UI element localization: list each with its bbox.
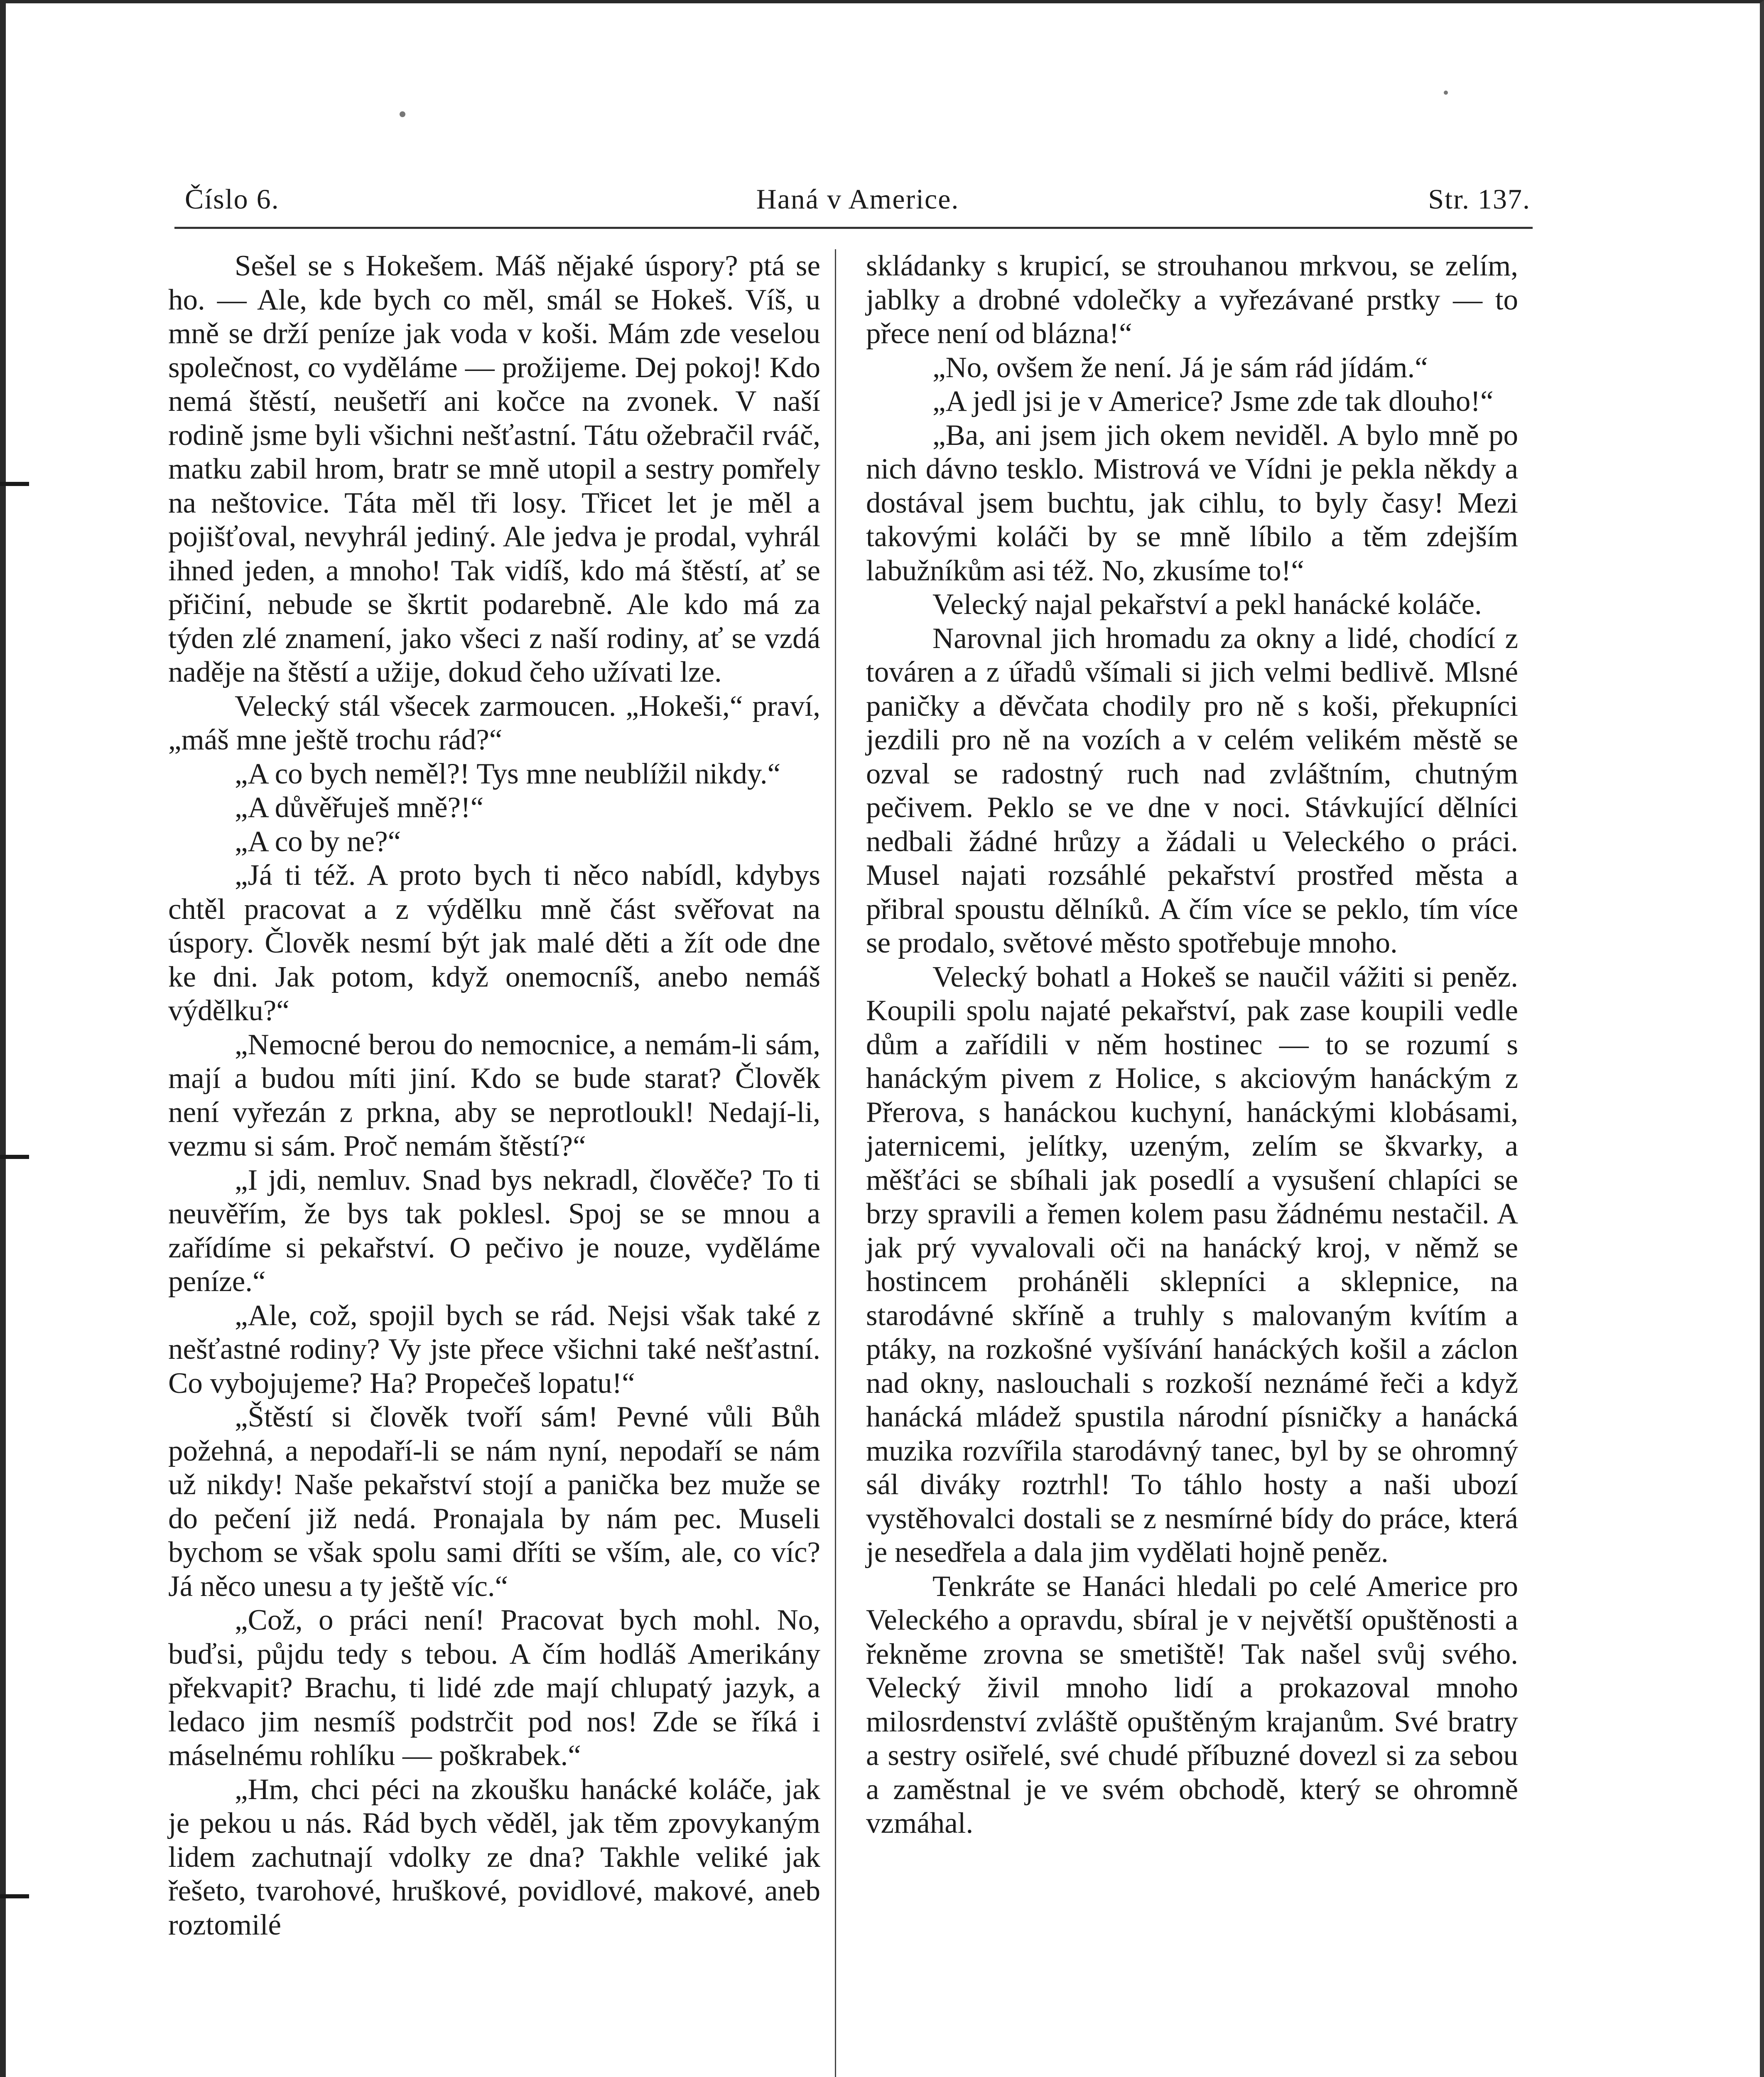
issue-number: Číslo 6. <box>185 183 280 215</box>
paragraph: Velecký stál všecek zarmoucen. „Hokeši,“ praví, „máš mne ještě trochu rád?“ <box>168 690 820 756</box>
paragraph: Velecký najal pekařství a pekl hanácké koláče. <box>932 588 1482 621</box>
scan-speck <box>400 111 405 117</box>
paragraph: Tenkráte se Hanáci hledali po celé Americe pro Veleckého a opravdu, sbíral je v největší opuštěnosti a řekněme zrovna se smetiště! Tak našel svůj svého. Velecký živil mnoho lidí a prokazoval mnoho milosrdenství zvláště opuštěným krajanům. Své bratry a sestry osiřelé, své chudé příbuzné dovezl si za sebou a zaměstnal je ve svém obchodě, který se ohromně vzmáhal. <box>866 1570 1518 1839</box>
scan-speck <box>1444 91 1448 95</box>
paragraph: „Nemocné berou do nemocnice, a nemám-li sám, mají a budou míti jiní. Kdo se bude starat? Člověk není vyřezán z prkna, aby se neprotloukl! Nedají-li, vezmu si sám. Proč nemám štěstí?“ <box>168 1028 820 1162</box>
margin-mark <box>0 1155 29 1159</box>
margin-mark <box>0 1894 29 1898</box>
running-header <box>185 183 1531 224</box>
paragraph: Sešel se s Hokešem. Máš nějaké úspory? ptá se ho. — Ale, kde bych co měl, smál se Hokeš. Víš, u mně se drží peníze jak voda v koši. Mám zde veselou společnost, co vyděláme — prožijeme. Dej pokoj! Kdo nemá štěstí, neušetří ani kočce na zvonek. V naší rodině jsme byli všichni nešťastní. Tátu ožebračil rváč, matku zabil hrom, bratr se mně utopil a sestry pomřely na neštovice. Táta měl tři losy. Třicet let je měl a pojišťoval, nevyhrál jediný. Ale jedva je prodal, vyhrál ihned jeden, a mnoho! Tak vidíš, kdo má štěstí, ať se přičiní, nebude se škrtit podarebně. Ale kdo má za týden zlé znamení, jako všeci z naší rodiny, ať se vzdá naděje na štěstí a užije, dokud čeho užívati lze. <box>168 250 820 688</box>
paragraph: „Ba, ani jsem jich okem neviděl. A bylo mně po nich dávno tesklo. Mistrová ve Vídni je pekla někdy a dostával jsem buchtu, jak cihlu, to byly časy! Mezi takovými koláči by se mně líbilo a těm zdejším labužníkům asi též. No, zkusíme to!“ <box>866 419 1518 587</box>
paragraph: „A důvěřuješ mně?!“ <box>235 791 484 824</box>
paragraph: „Já ti též. A proto bych ti něco nabídl, kdybys chtěl pracovat a z výdělku mně část svěřovat na úspory. Člověk nesmí být jak malé děti a žít ode dne ke dni. Jak potom, když onemocníš, anebo nemáš výdělku?“ <box>168 859 820 1027</box>
paragraph: Narovnal jich hromadu za okny a lidé, chodící z továren a z úřadů všímali si jich velmi bedlivě. Mlsné paničky a děvčata chodily pro ně s koši, překupníci jezdili pro ně na vozích a v celém velikém městě se ozval se radostný ruch nad zvláštním, chutným pečivem. Peklo se ve dne v noci. Stávkující dělníci nedbali žádné hrůzy a žádali u Veleckého o práci. Musel najati rozsáhlé pekařství prostřed města a přibral spoustu dělníků. A čím více se peklo, tím více se prodalo, světové město spotřebuje mnoho. <box>866 622 1518 959</box>
page-number: Str. 137. <box>1428 183 1531 215</box>
paragraph: „A co bych neměl?! Tys mne neublížil nikdy.“ <box>235 757 781 790</box>
header-rule <box>174 227 1533 229</box>
column-divider <box>835 249 836 2077</box>
paragraph: „A jedl jsi je v Americe? Jsme zde tak dlouho!“ <box>932 385 1494 417</box>
paragraph: „Hm, chci péci na zkoušku hanácké koláče, jak je pekou u nás. Rád bych věděl, jak těm zpovykaným lidem zachutnají vdolky ze dna? Takhle veliké jak řešeto, tvarohové, hruškové, povidlové, makové, aneb roztomilé <box>168 1773 820 1941</box>
paragraph: „Štěstí si člověk tvoří sám! Pevné vůli Bůh požehná, a nepodaří-li se nám nyní, nepodaří se nám už nikdy! Naše pekařství stojí a panička bez muže se do pečení již nedá. Pronajala by nám pec. Museli bychom se však spolu sami dříti se vším, ale, co víc? Já něco unesu a ty ještě víc.“ <box>168 1401 820 1603</box>
journal-title: Haná v Americe. <box>756 183 959 215</box>
right-column <box>866 249 1518 1841</box>
paragraph: „Ale, což, spojil bych se rád. Nejsi však také z nešťastné rodiny? Vy jste přece všichni také nešťastní. Co vybojujeme? Ha? Propečeš lopatu!“ <box>168 1299 820 1399</box>
paragraph: skládanky s krupicí, se strouhanou mrkvou, se zelím, jablky a drobné vdolečky a vyřezávané prstky — to přece není od blázna!“ <box>866 250 1518 350</box>
left-column <box>168 249 820 1942</box>
paragraph: „A co by ne?“ <box>235 825 401 858</box>
paragraph: „I jdi, nemluv. Snad bys nekradl, člověče? To ti neuvěřím, že bys tak poklesl. Spoj se se mnou a zařídíme si pekařství. O pečivo je nouze, vyděláme peníze.“ <box>168 1164 820 1298</box>
margin-mark <box>0 482 29 486</box>
paragraph: „Což, o práci není! Pracovat bych mohl. No, buďsi, půjdu tedy s tebou. A čím hodláš Amerikány překvapit? Brachu, ti lidé zde mají chlupatý jazyk, a ledaco jim nesmíš podstrčit pod nos! Zde se říká i máselnému rohlíku — poškrabek.“ <box>168 1604 820 1772</box>
paragraph: „No, ovšem že není. Já je sám rád jídám.“ <box>932 351 1428 384</box>
paragraph: Velecký bohatl a Hokeš se naučil vážiti si peněz. Koupili spolu najaté pekařství, pak zase koupili vedle dům a zařídili v něm hostinec — to se rozumí s hanáckým pivem z Holice, s akciovým hanáckým z Přerova, s hanáckou kuchyní, hanáckými klobásami, jaternicemi, jelítky, uzeným, zelím se škvarky, a měšťáci se sbíhali jak posedlí a vysušení chlapíci se brzy spravili a řemen kolem pasu žádnému nestačil. A jak prý vyvalovali oči na hanácký kroj, v němž se hostincem proháněli sklepníci a sklepnice, na starodávné skříně a truhly s malovaným kvítím a ptáky, na rozkošné vyšívání hanáckých košil a záclon nad okny, naslouchali s rozkoší neznámé řeči a když hanácká mládež spustila národní písničky a hanácká muzika rozvířila starodávný tanec, byl by se ohromný sál diváky roztrhl! To táhlo hosty a naši ubozí vystěhovalci dostali se z nesmírné bídy do práce, která je nesedřela a dala jim vydělati hojně peněz. <box>866 960 1518 1569</box>
